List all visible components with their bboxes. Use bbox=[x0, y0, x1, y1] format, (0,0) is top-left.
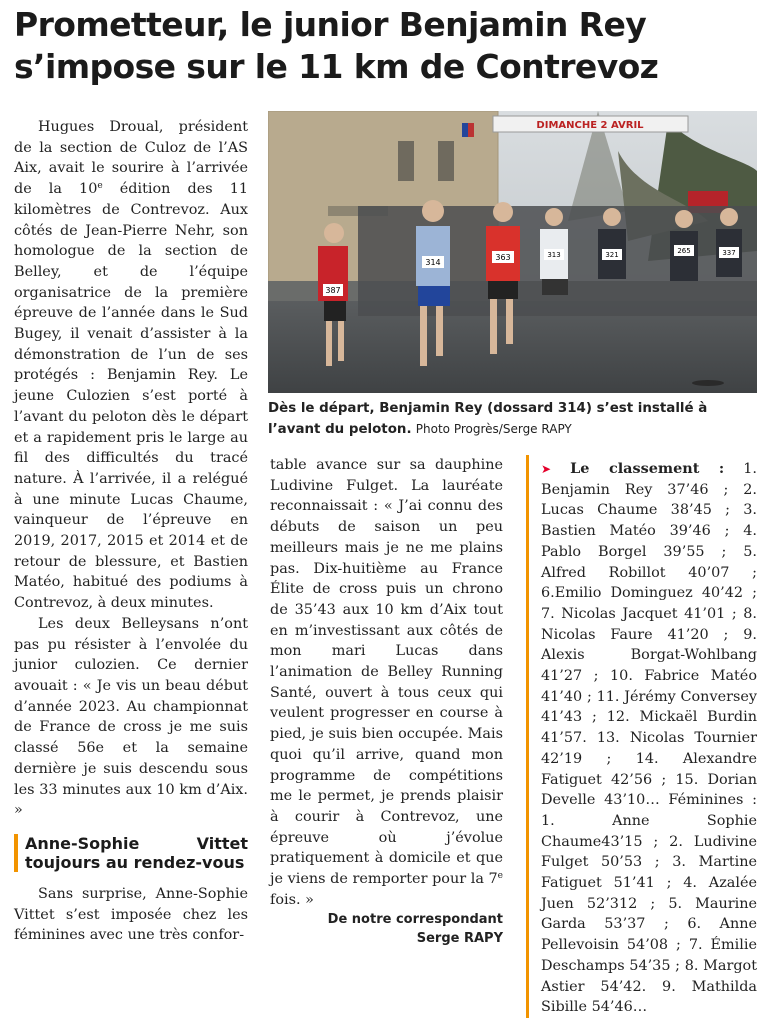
bib-text: 337 bbox=[722, 249, 736, 257]
photo-banner-text: DIMANCHE 2 AVRIL bbox=[536, 120, 644, 131]
arrow-icon: ➤ bbox=[541, 462, 552, 476]
subheading: Anne-Sophie Vittet toujours au rendez-vous bbox=[14, 834, 248, 872]
photo-credit: Photo Progrès/Serge RAPY bbox=[415, 422, 572, 436]
race-photo bbox=[268, 111, 757, 393]
article-column-1 bbox=[14, 117, 248, 946]
article-column-2 bbox=[270, 455, 503, 948]
results-text: ➤ Le classement : 1. Benjamin Rey 37’46 ; 2. Lucas Chaume 38’45 ; 3. Bastien Matéo 39’46 ; 4. Pablo Borgel 39’55 ; 5. Alfred Robillot 40’07 ; 6.Emilio Dominguez 40’42 ; 7. Nicolas Jacquet 41’01 ; 8. Nicolas Faure 41’20 ; 9. Alexis Borgat-Wohlbang 41’27 ; 10. Fabrice Matéo 41’40 ; 11. Jérémy Conversey 41’43 ; 12. Mickaël Burdin 41’57. 13. Nicolas Tournier 42’19 ; 14. Alexandre Fatiguet 42’56 ; 15. Dorian Develle 43’10… Féminines : 1. Anne Sophie Chaume43’15 ; 2. Ludivine Fulget 50’53 ; 3. Martine Fatiguet 51’41 ; 4. Azalée Juen 52’312 ; 5. Maurine Garda 53’37 ; 6. Anne Pellevoisin 54’08 ; 7. Émilie Deschamps 54’35 ; 8. Margot Astier 54’42. 9. Mathilda Sibille 54’46… bbox=[541, 460, 758, 1016]
bib-text: 265 bbox=[677, 247, 691, 255]
photo-caption: Dès le départ, Benjamin Rey (dossard 314) s’est installé à l’avant du peloton. Photo Progrès/Serge RAPY bbox=[268, 401, 708, 437]
bib-text: 321 bbox=[605, 251, 619, 259]
bib-text: 314 bbox=[425, 258, 441, 267]
byline-name: Serge RAPY bbox=[416, 931, 503, 947]
byline-role: De notre correspondant bbox=[327, 912, 503, 928]
paragraph-quote-junior: Les deux Belleysans n’ont pas pu résister à l’envolée du junior culozien. Ce dernier avouait : « Je vis un beau début d’année 2023. Au championnat de France de cross je me suis classé 56e et la semaine dernière je suis descendu sous les 33 minutes aux 10 km d’Aix. » bbox=[14, 615, 248, 819]
results-label: Le classement : bbox=[570, 460, 725, 477]
paragraph-women-start: Sans surprise, Anne-Sophie Vittet s’est imposée chez les féminines avec une très confor- bbox=[14, 885, 248, 944]
paragraph-women-continued: table avance sur sa dauphine Ludivine Fulget. La lauréate reconnaissait : « J’ai connu des débuts de saison un peu meilleurs mais je ne me plains pas. Dix-huitième au France Élite de cross puis un chrono de 35’43 aux 10 km d’Aix tout en m’investissant aux côtés de mon mari Lucas dans l’animation de Belley Running Santé, ouvert à tous ceux qui veulent progresser en course à pied, je suis bien occupée. Mais quoi qu’il arrive, quand mon programme de compétitions me le permet, je prends plaisir à courir à Contrevoz, une épreuve où j’évolue pratiquement à domicile et que je viens de remporter pour la 7e fois. » bbox=[270, 457, 503, 908]
bib-text: 313 bbox=[547, 251, 561, 259]
bib-text: 387 bbox=[325, 286, 341, 295]
results-box bbox=[526, 455, 757, 1018]
headline: Prometteur, le junior Benjamin Rey s’impose sur le 11 km de Contrevoz bbox=[14, 5, 659, 86]
paragraph-intro: Hugues Droual, président de la section de Culoz de l’AS Aix, avait le sourire à l’arrivée de la 10e édition des 11 kilomètres de Contrevoz. Aux côtés de Jean-Pierre Nehr, son homologue de la section de Belley, et de l’équipe organisatrice de la première épreuve de l’année dans le Sud Bugey, il venait d’assister à la démonstration de l’un de ses protégés : Benjamin Rey. Le jeune Culozien s’est porté à l’avant du peloton dès le départ et a rapidement pris le large au fil des difficultés du tracé nature. À l’arrivée, il a relégué à une minute Lucas Chaume, vainqueur de l’épreuve en 2019, 2017, 2015 et 2014 et de retour de blessure, et Bastien Matéo, habitué des podiums à Contrevoz, à deux minutes. bbox=[14, 119, 248, 612]
bib-text: 363 bbox=[495, 253, 511, 262]
